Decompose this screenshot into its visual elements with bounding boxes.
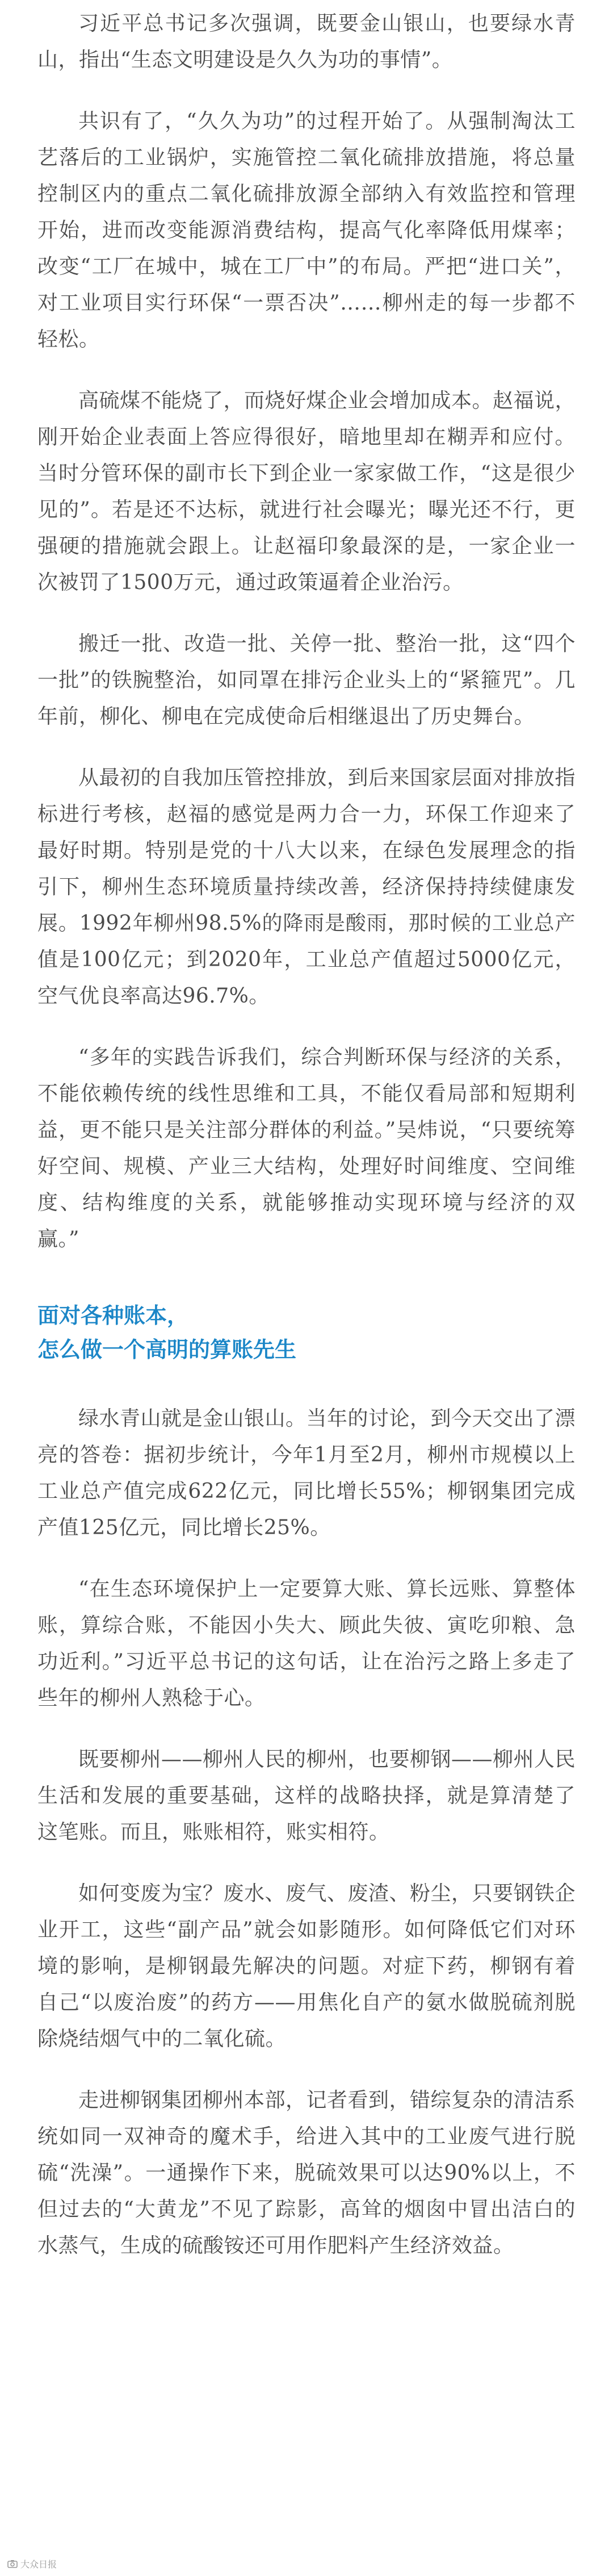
paragraph-8: “在生态环境保护上一定要算大账、算长远账、算整体账，算综合账，不能因小失大、顾此失彼、寅吃卯粮、急功近利。”习近平总书记的这句话，让在治污之路上多走了些年的柳州人熟稔于心。	[37, 1577, 576, 1710]
paragraph-11: 走进柳钢集团柳州本部，记者看到，错综复杂的清洁系统如同一双神奇的魔术手，给进入其中的工业废气进行脱硫“洗澡”。一通操作下来，脱硫效果可以达90%以上，不但过去的“大黄龙”不见了踪影，高耸的烟囱中冒出洁白的水蒸气，生成的硫酸铵还可用作肥料产生经济效益。	[37, 2089, 576, 2257]
paragraph-4: 搬迁一批、改造一批、关停一批、整治一批，这“四个一批”的铁腕整治，如同罩在排污企业头上的“紧箍咒”。几年前，柳化、柳电在完成使命后相继退出了历史舞台。	[37, 632, 576, 728]
paragraph-6: “多年的实践告诉我们，综合判断环保与经济的关系，不能依赖传统的线性思维和工具，不能仅看局部和短期利益，更不能只是关注部分群体的利益。”吴炜说，“只要统筹好空间、规模、产业三大结构，处理好时间维度、空间维度、结构维度的关系，就能够推动实现环境与经济的双赢。”	[37, 1046, 576, 1251]
section-heading	[37, 1299, 576, 1367]
paragraph-3: 高硫煤不能烧了，而烧好煤企业会增加成本。赵福说，刚开始企业表面上答应得很好，暗地里却在糊弄和应付。当时分管环保的副市长下到企业一家家做工作，“这是很少见的”。若是还不达标，就进行社会曝光；曝光还不行，更强硬的措施就会跟上。让赵福印象最深的是，一家企业一次被罚了1500万元，通过政策逼着企业治污。	[37, 389, 576, 594]
paragraph-7: 绿水青山就是金山银山。当年的讨论，到今天交出了漂亮的答卷：据初步统计，今年1月至2月，柳州市规模以上工业总产值完成622亿元，同比增长55%；柳钢集团完成产值125亿元，同比增长25%。	[37, 1407, 576, 1539]
camera-logo-icon	[7, 2558, 18, 2570]
paragraph-2: 共识有了，“久久为功”的过程开始了。从强制淘汰工艺落后的工业锅炉，实施管控二氧化硫排放措施，将总量控制区内的重点二氧化硫排放源全部纳入有效监控和管理开始，进而改变能源消费结构，提高气化率降低用煤率；改变“工厂在城中，城在工厂中”的布局。严把“进口关”，对工业项目实行环保“一票否决”……柳州走的每一步都不轻松。	[37, 110, 576, 351]
watermark	[7, 2557, 57, 2570]
paragraph-10: 如何变废为宝？废水、废气、废渣、粉尘，只要钢铁企业开工，这些“副产品”就会如影随形。如何降低它们对环境的影响，是柳钢最先解决的问题。对症下药，柳钢有着自己“以废治废”的药方——用焦化自产的氨水做脱硫剂脱除烧结烟气中的二氧化硫。	[37, 1882, 576, 2051]
section-heading-line-2: 怎么做一个高明的算账先生	[37, 1337, 297, 1362]
paragraph-1: 习近平总书记多次强调，既要金山银山，也要绿水青山，指出“生态文明建设是久久为功的事情”。	[37, 12, 576, 72]
paragraph-5: 从最初的自我加压管控排放，到后来国家层面对排放指标进行考核，赵福的感觉是两力合一力，环保工作迎来了最好时期。特别是党的十八大以来，在绿色发展理念的指引下，柳州生态环境质量持续改善，经济保持持续健康发展。1992年柳州98.5%的降雨是酸雨，那时候的工业总产值是100亿元；到2020年，工业总产值超过5000亿元，空气优良率高达96.7%。	[37, 766, 576, 1008]
paragraph-9: 既要柳州——柳州人民的柳州，也要柳钢——柳州人民生活和发展的重要基础，这样的战略抉择，就是算清楚了这笔账。而且，账账相符，账实相符。	[37, 1748, 576, 1844]
section-heading-line-1: 面对各种账本，	[37, 1303, 189, 1328]
watermark-text: 大众日报	[20, 2559, 57, 2570]
